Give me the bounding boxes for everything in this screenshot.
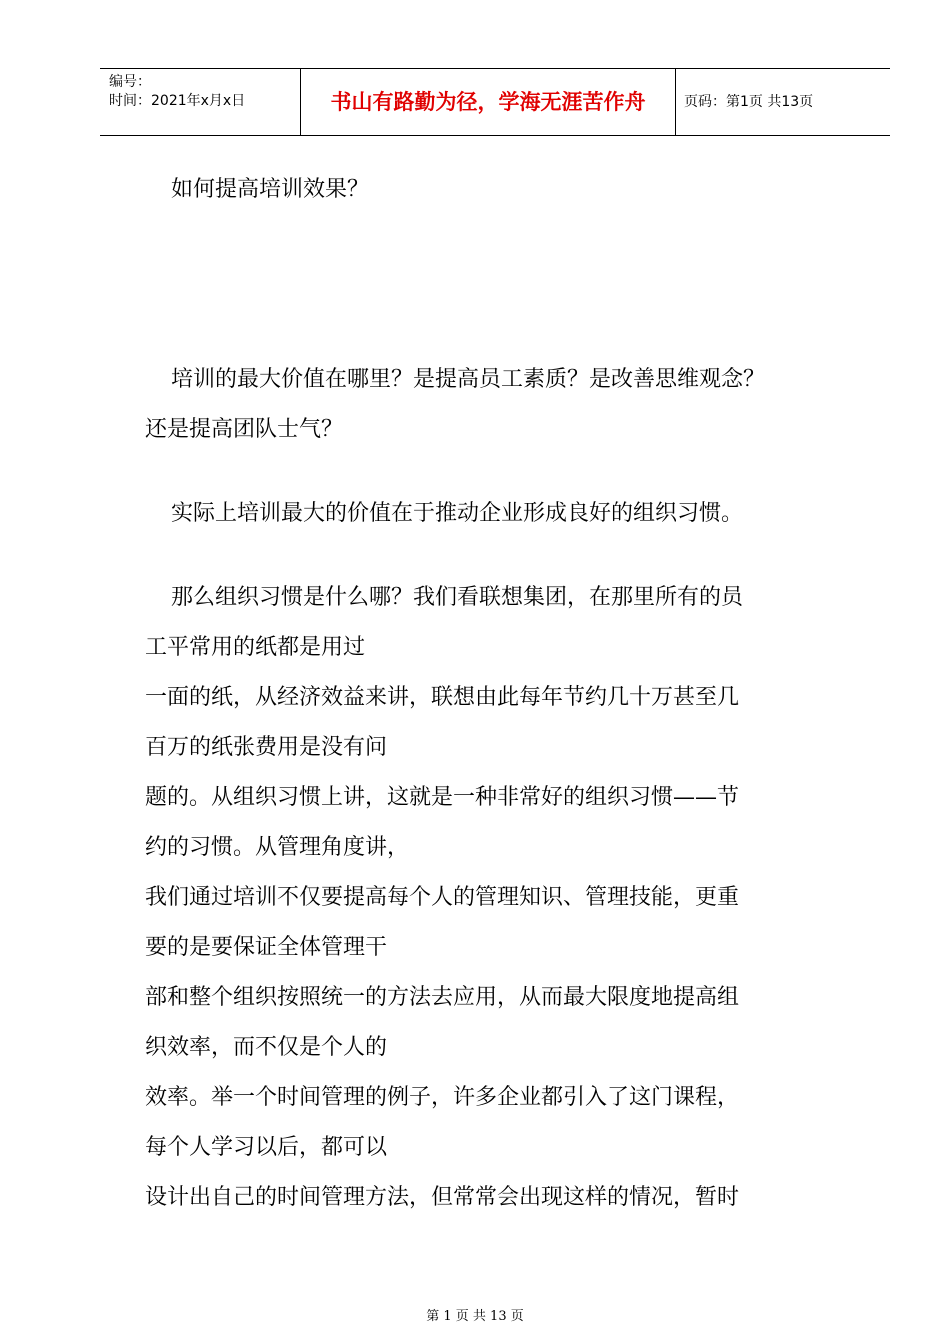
paragraph-line: 设计出自己的时间管理方法，但常常会出现这样的情况，暂时 [145, 1185, 740, 1210]
paragraph-line: 要的是要保证全体管理干 [145, 935, 388, 960]
paragraph-line: 那么组织习惯是什么哪？我们看联想集团，在那里所有的员 [171, 585, 744, 610]
paragraph-line: 还是提高团队士气？ [145, 417, 344, 442]
paragraph-line: 一面的纸，从经济效益来讲，联想由此每年节约几十万甚至几 [145, 685, 740, 710]
header-motto: 书山有路勤为径，学海无涯苦作舟 [301, 69, 676, 135]
document-time-label: 时间：2021年x月x日 [109, 93, 246, 109]
document-title: 如何提高培训效果？ [171, 177, 370, 202]
paragraph-line: 效率。举一个时间管理的例子，许多企业都引入了这门课程， [145, 1085, 740, 1110]
header-page-info: 页码：第1页 共13页 [684, 94, 814, 110]
paragraph-line: 工平常用的纸都是用过 [145, 635, 366, 660]
paragraph-line: 织效率，而不仅是个人的 [145, 1035, 388, 1060]
paragraph-line: 每个人学习以后，都可以 [145, 1135, 388, 1160]
paragraph-line: 百万的纸张费用是没有问 [145, 735, 388, 760]
document-body [145, 165, 860, 1223]
paragraph-line: 我们通过培训不仅要提高每个人的管理知识、管理技能，更重 [145, 885, 740, 910]
document-number-label: 编号： [109, 74, 151, 90]
paragraph-line: 实际上培训最大的价值在于推动企业形成良好的组织习惯。 [171, 501, 744, 526]
paragraph-line: 题的。从组织习惯上讲，这就是一种非常好的组织习惯——节 [145, 785, 740, 810]
page-footer: 第 1 页 共 13 页 [426, 1309, 524, 1324]
page-header [100, 68, 890, 136]
paragraph-line: 培训的最大价值在哪里？是提高员工素质？是改善思维观念？ [171, 367, 766, 392]
paragraph-line: 约的习惯。从管理角度讲， [145, 835, 410, 860]
paragraph-line: 部和整个组织按照统一的方法去应用，从而最大限度地提高组 [145, 985, 740, 1010]
header-meta [100, 69, 301, 135]
